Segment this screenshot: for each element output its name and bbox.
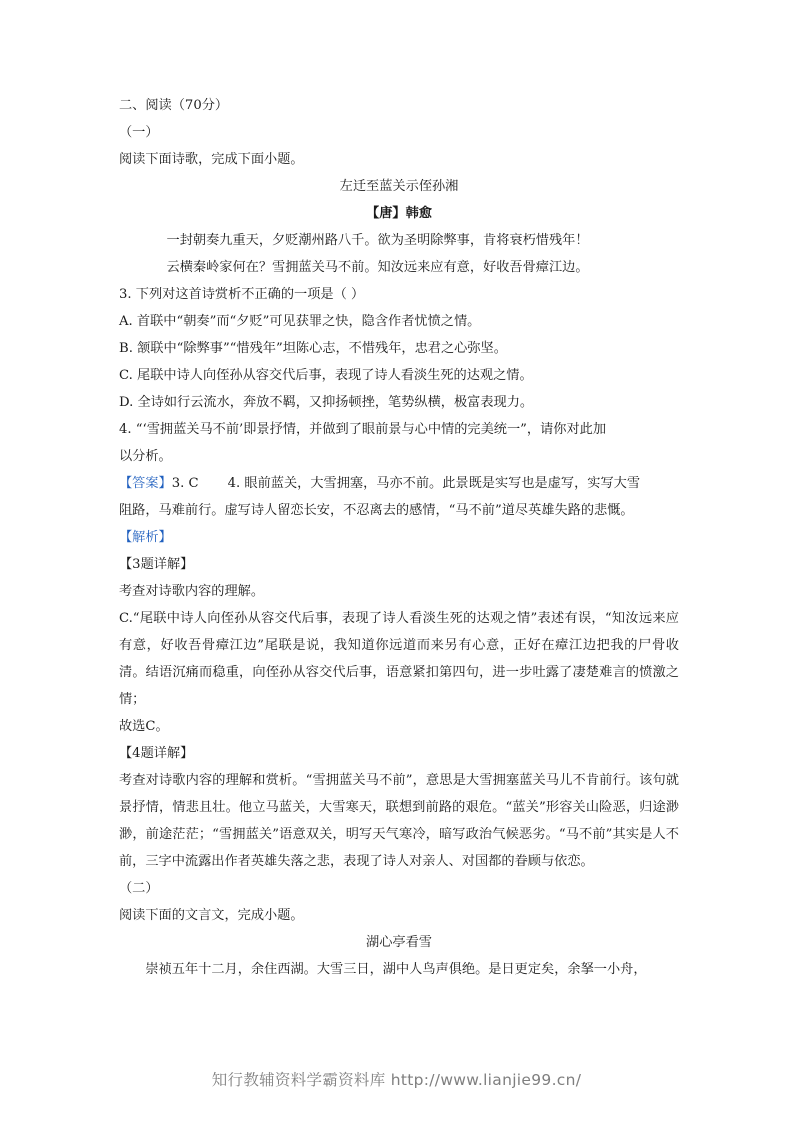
- instruction: 阅读下面诗歌，完成下面小题。: [119, 152, 304, 167]
- answer-q4: 4. 眼前蓝关，大雪拥塞，马亦不前。此景既是实写也是虚写，实写大雪: [227, 476, 641, 491]
- document-page: [119, 92, 679, 983]
- instruction: 阅读下面的文言文，完成小题。: [119, 908, 304, 923]
- question-stem: 3. 下列对这首诗赏析不正确的一项是（ ）: [119, 287, 365, 302]
- answer-tag: 【答案】: [119, 476, 172, 491]
- q3-detail-conclusion: 故选C。: [119, 719, 169, 734]
- essay-first-line: 崇祯五年十二月，余住西湖。大雪三日，湖中人鸟声俱绝。是日更定矣，余拏一小舟，: [145, 962, 647, 977]
- q3-detail-intro: 考查对诗歌内容的理解。: [119, 584, 265, 599]
- question-stem-continued: 以分析。: [119, 449, 172, 464]
- question-option: C. 尾联中诗人向侄孙从容交代后事，表现了诗人看淡生死的达观之情。: [119, 368, 533, 383]
- q4-detail-paragraph: 考查对诗歌内容的理解和赏析。“雪拥蓝关马不前”，意思是大雪拥塞蓝关马儿不肯前行。该句就景抒情，情悲且壮。他立马蓝关，大雪寒天，联想到前路的艰危。“蓝关”形容关山险恶，归途渺渺，前途茫茫；“雪拥蓝关”语意双关，明写天气寒冷，暗写政治气候恶劣。“马不前”其实是人不前，三字中流露出作者英雄失落之悲，表现了诗人对亲人、对国都的眷顾与依恋。: [119, 773, 679, 869]
- answer-line: [119, 470, 679, 497]
- answer-line-continued: 阻路，马难前行。虚写诗人留恋长安，不忍离去的感情，“马不前”道尽英雄失路的悲慨。: [119, 503, 634, 518]
- answer-q3: 3. C: [171, 476, 199, 491]
- part-label: （二）: [119, 881, 159, 896]
- q3-detail-paragraph: C.“尾联中诗人向侄孙从容交代后事，表现了诗人看淡生死的达观之情”表述有误，“知汝远来应有意，好收吾骨瘴江边”尾联是说，我知道你远道而来另有心意，正好在瘴江边把我的尸骨收清。结语沉痛而稳重，向侄孙从容交代后事，语意紧扣第四句，进一步吐露了凄楚难言的愤激之情；: [119, 611, 679, 707]
- question-option: A. 首联中“朝奏”而“夕贬”可见获罪之快，隐含作者忧愤之情。: [119, 314, 481, 329]
- question-option: D. 全诗如行云流水，奔放不羁，又抑扬顿挫，笔势纵横，极富表现力。: [119, 395, 534, 410]
- essay-title: 湖心亭看雪: [366, 935, 432, 950]
- poem-line: 一封朝奏九重天，夕贬潮州路八千。欲为圣明除弊事，肯将衰朽惜残年！: [166, 233, 589, 248]
- footer-watermark: 知行教辅资料学霸资料库 http://www.lianjie99.cn/: [211, 1071, 582, 1089]
- q4-detail-heading: 【4题详解】: [119, 746, 194, 761]
- section-title: 二、阅读（70分）: [119, 98, 229, 113]
- question-stem: 4. “‘雪拥蓝关马不前’即景抒情，并做到了眼前景与心中情的完美统一”，请你对此加: [119, 422, 607, 437]
- analysis-tag: 【解析】: [119, 530, 172, 545]
- q3-detail-heading: 【3题详解】: [119, 557, 194, 572]
- poem-author: 【唐】韩愈: [366, 206, 432, 221]
- poem-title: 左迁至蓝关示侄孙湘: [339, 179, 459, 194]
- poem-line: 云横秦岭家何在？雪拥蓝关马不前。知汝远来应有意，好收吾骨瘴江边。: [166, 260, 589, 275]
- question-option: B. 颔联中“除弊事”“惜残年”坦陈心志，不惜残年，忠君之心弥坚。: [119, 341, 507, 356]
- part-label: （一）: [119, 125, 159, 140]
